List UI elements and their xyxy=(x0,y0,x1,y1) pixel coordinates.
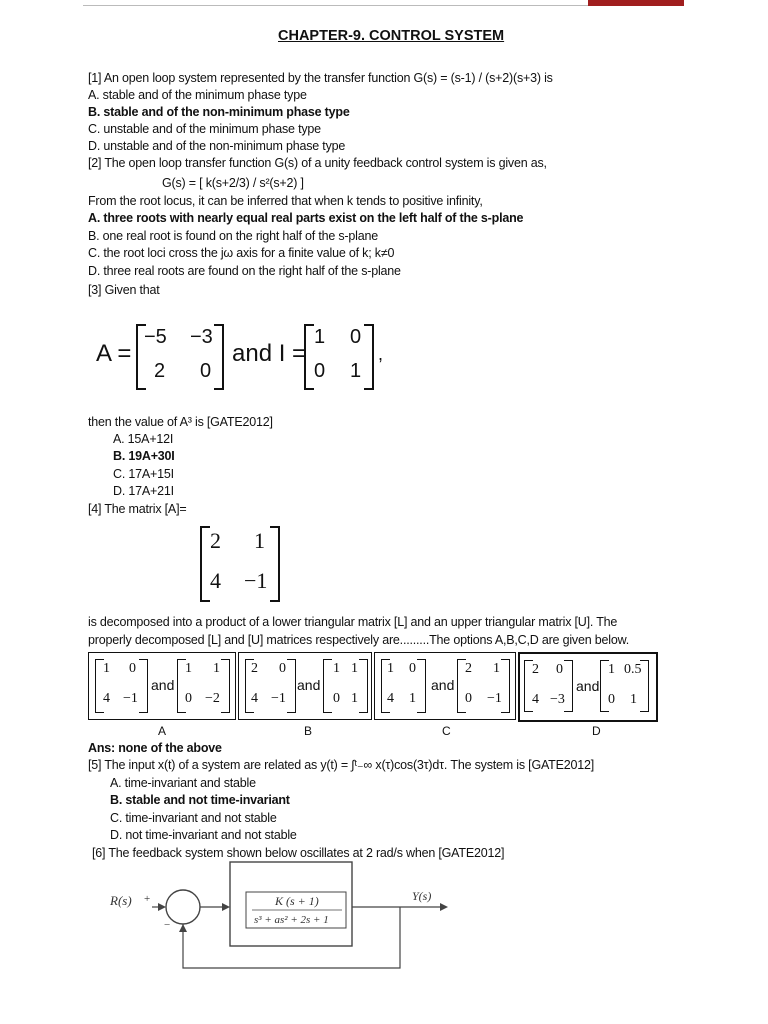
q4-answer: Ans: none of the above xyxy=(88,741,222,755)
bracket-right xyxy=(564,660,573,712)
matrix-cell: 1 xyxy=(254,528,265,553)
diagram-input-label: R(s) xyxy=(110,893,132,908)
option-b-label: B xyxy=(304,724,313,738)
q3-stem: [3] Given that xyxy=(88,283,160,297)
matrix-a-cell: 2 xyxy=(154,360,166,382)
matrix-a-cell: −3 xyxy=(190,326,213,348)
matrix-cell: 4 xyxy=(210,568,221,593)
summing-minus: − xyxy=(164,919,171,931)
l-cell: −1 xyxy=(123,691,138,706)
u-cell: 1 xyxy=(630,692,637,707)
forward-arrow xyxy=(222,903,230,911)
q3-question: then the value of A³ is [GATE2012] xyxy=(88,415,273,429)
l-cell: 1 xyxy=(409,691,416,706)
l-cell: 2 xyxy=(532,662,539,677)
q4-line-1: is decomposed into a product of a lower triangular matrix [L] and an upper triangular matrix [U]. The xyxy=(88,615,618,629)
bracket-right xyxy=(287,659,296,713)
bracket-left xyxy=(304,324,314,390)
u-cell: 2 xyxy=(465,661,472,676)
l-cell: −3 xyxy=(550,692,565,707)
feedback-arrow xyxy=(179,924,187,932)
and-label: and xyxy=(431,677,455,693)
matrix-a-cell: 0 xyxy=(200,360,212,382)
matrix-i-cell: 0 xyxy=(350,326,362,348)
bracket-left xyxy=(323,659,332,713)
u-cell: −1 xyxy=(487,691,502,706)
option-c-label: C xyxy=(442,724,451,738)
transfer-numerator: K (s + 1) xyxy=(275,894,319,908)
q4-stem: [4] The matrix [A]= xyxy=(88,502,187,516)
l-cell: 0 xyxy=(556,662,563,677)
bracket-right xyxy=(359,659,368,713)
q2-lead: From the root locus, it can be inferred that when k tends to positive infinity, xyxy=(88,194,483,208)
summing-plus: + xyxy=(144,893,151,905)
q3-option-a: A. 15A+12I xyxy=(113,432,174,446)
q5-stem: [5] The input x(t) of a system are related as y(t) = ∫ᵗ₋∞ x(τ)cos(3τ)dτ. The system is [GATE2012] xyxy=(88,758,595,772)
page-title: CHAPTER-9. CONTROL SYSTEM xyxy=(278,28,505,44)
q1-option-d: D. unstable and of the non-minimum phase type xyxy=(88,139,346,153)
option-a-box xyxy=(88,652,236,720)
u-cell: 1 xyxy=(608,662,615,677)
matrix-cell: 2 xyxy=(210,528,221,553)
q4-options xyxy=(88,652,658,724)
q2-option-b: B. one real root is found on the right half of the s-plane xyxy=(88,229,378,243)
matrix-i-label: and I = xyxy=(232,340,307,367)
q5-option-a: A. time-invariant and stable xyxy=(110,776,256,790)
option-d-box xyxy=(518,652,658,722)
output-arrow xyxy=(440,903,448,911)
q1-option-a: A. stable and of the minimum phase type xyxy=(88,88,307,102)
q1-option-c: C. unstable and of the minimum phase type xyxy=(88,122,321,136)
q2-option-a: A. three roots with nearly equal real parts exist on the left half of the s-plane xyxy=(88,211,524,225)
feedback-block-diagram xyxy=(100,860,500,980)
u-cell: 1 xyxy=(213,661,220,676)
q2-option-d: D. three real roots are found on the right half of the s-plane xyxy=(88,264,401,278)
bracket-right xyxy=(221,659,230,713)
l-cell: 4 xyxy=(251,691,258,706)
u-cell: 1 xyxy=(333,661,340,676)
u-cell: 1 xyxy=(493,661,500,676)
option-c-box xyxy=(374,652,516,720)
l-cell: 4 xyxy=(387,691,394,706)
l-cell: 1 xyxy=(103,661,110,676)
l-cell: 0 xyxy=(129,661,136,676)
bracket-right xyxy=(640,660,649,712)
q3-option-d: D. 17A+21I xyxy=(113,484,174,498)
q2-option-c: C. the root loci cross the jω axis for a finite value of k; k≠0 xyxy=(88,246,395,260)
u-cell: 0 xyxy=(608,692,615,707)
bracket-right xyxy=(417,659,426,713)
q5-option-c: C. time-invariant and not stable xyxy=(110,811,277,825)
bracket-right xyxy=(364,324,374,390)
matrix-cell: −1 xyxy=(244,568,268,593)
transfer-denominator: s³ + as² + 2s + 1 xyxy=(254,914,329,926)
l-cell: 4 xyxy=(532,692,539,707)
u-cell: 0 xyxy=(333,691,340,706)
bracket-right xyxy=(501,659,510,713)
q2-formula: G(s) = [ k(s+2/3) / s²(s+2) ] xyxy=(162,176,304,190)
diagram-output-label: Y(s) xyxy=(412,889,432,903)
q3-option-b: B. 19A+30I xyxy=(113,449,175,463)
option-b-box xyxy=(238,652,372,720)
bracket-right xyxy=(270,526,280,602)
q3-option-c: C. 17A+15I xyxy=(113,467,174,481)
bracket-left xyxy=(200,526,210,602)
u-cell: 0 xyxy=(185,691,192,706)
l-cell: 0 xyxy=(409,661,416,676)
q1-option-b: B. stable and of the non-minimum phase type xyxy=(88,105,350,119)
matrix-i-cell: 1 xyxy=(350,360,362,382)
option-d-label: D xyxy=(592,724,601,738)
q3-matrix-equation xyxy=(92,322,402,390)
summing-junction xyxy=(166,890,200,924)
q4-matrix xyxy=(198,524,288,602)
u-cell: 1 xyxy=(185,661,192,676)
option-a-label: A xyxy=(158,724,167,738)
u-cell: 0.5 xyxy=(624,662,642,677)
q5-option-b: B. stable and not time-invariant xyxy=(110,793,290,807)
q1-stem: [1] An open loop system represented by the transfer function G(s) = (s-1) / (s+2)(s+3) is xyxy=(88,71,553,85)
u-cell: −2 xyxy=(205,691,220,706)
l-cell: 1 xyxy=(387,661,394,676)
u-cell: 0 xyxy=(465,691,472,706)
u-cell: 1 xyxy=(351,691,358,706)
q6-stem: [6] The feedback system shown below oscillates at 2 rad/s when [GATE2012] xyxy=(92,846,505,860)
q5-option-d: D. not time-invariant and not stable xyxy=(110,828,297,842)
l-cell: 0 xyxy=(279,661,286,676)
matrix-trailing-comma: , xyxy=(378,344,384,364)
and-label: and xyxy=(576,678,600,694)
input-arrow xyxy=(158,903,166,911)
q2-stem: [2] The open loop transfer function G(s) of a unity feedback control system is given as, xyxy=(88,156,547,170)
matrix-a-label: A = xyxy=(96,340,132,367)
bracket-right xyxy=(139,659,148,713)
and-label: and xyxy=(297,677,321,693)
u-cell: 1 xyxy=(351,661,358,676)
l-cell: −1 xyxy=(271,691,286,706)
and-label: and xyxy=(151,677,175,693)
matrix-a-cell: −5 xyxy=(144,326,167,348)
l-cell: 2 xyxy=(251,661,258,676)
q4-line-2: properly decomposed [L] and [U] matrices respectively are.........The options A,B,C,D are given below. xyxy=(88,633,629,647)
bracket-right xyxy=(214,324,224,390)
matrix-i-cell: 1 xyxy=(314,326,326,348)
l-cell: 4 xyxy=(103,691,110,706)
matrix-i-cell: 0 xyxy=(314,360,326,382)
